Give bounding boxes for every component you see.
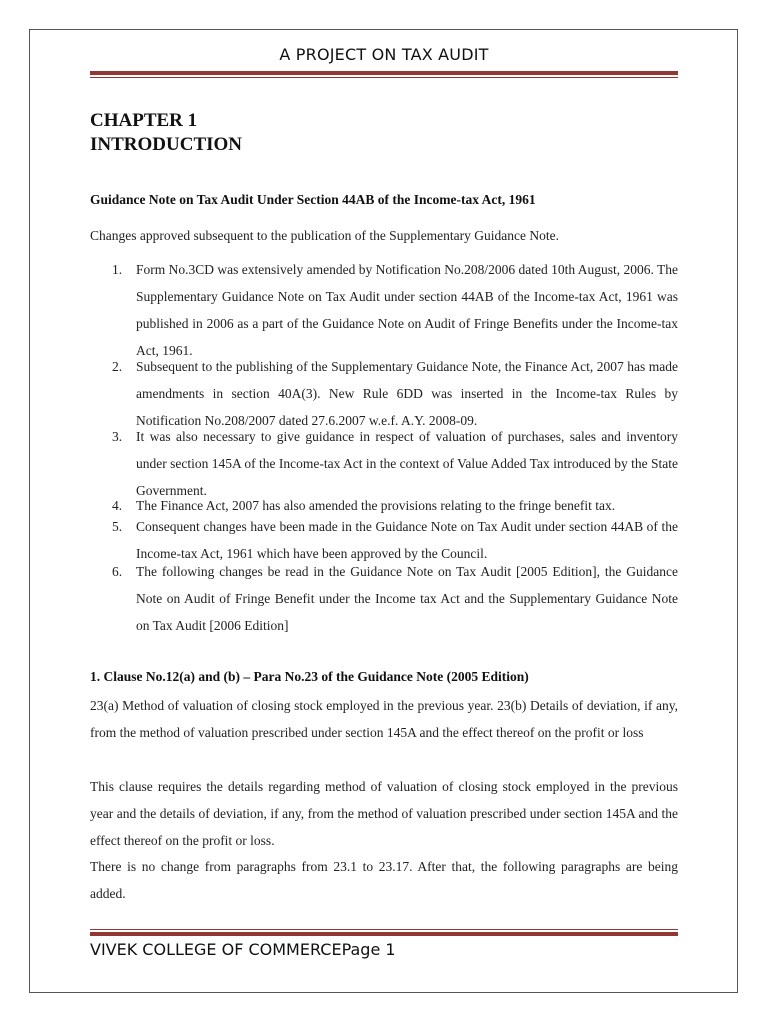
header-title: A PROJECT ON TAX AUDIT bbox=[279, 45, 489, 64]
footer-rule-thick bbox=[90, 932, 678, 936]
list-item-text: It was also necessary to give guidance in respect of valuation of purchases, sales and inventory under section 145A of the Income-tax Act in the context of Value Added Tax introduced by the State Government. bbox=[136, 429, 678, 498]
intro-text: Changes approved subsequent to the publication of the Supplementary Guidance Note. bbox=[90, 228, 560, 243]
list-item-number: 1. bbox=[112, 262, 123, 277]
list-item-text: Form No.3CD was extensively amended by Notification No.208/2006 dated 10th August, 2006. The Supplementary Guidance Note on Tax Audit under section 44AB of the Income-tax Act, 1961 was published in 2006 as a part of the Guidance Note on Audit of Fringe Benefits under the Income-tax Act, 1961. bbox=[136, 262, 678, 358]
footer-text: VIVEK COLLEGE OF COMMERCEPage 1 bbox=[90, 940, 396, 959]
list-item-text: Consequent changes have been made in the Guidance Note on Tax Audit under section 44AB of the Income-tax Act, 1961 which have been approved by the Council. bbox=[136, 519, 678, 561]
list-item-text: Subsequent to the publishing of the Supplementary Guidance Note, the Finance Act, 2007 has made amendments in section 40A(3). New Rule 6DD was inserted in the Income-tax Rules by Notification No.208/2007 dated 27.6.2007 w.e.f. A.Y. 2008-09. bbox=[136, 359, 678, 428]
closing-paragraph: There is no change from paragraphs from 23.1 to 23.17. After that, the following paragraphs are being added. bbox=[90, 859, 678, 901]
chapter-title: INTRODUCTION bbox=[90, 134, 243, 155]
chapter-number: CHAPTER 1 bbox=[90, 110, 198, 131]
list-item-number: 6. bbox=[112, 564, 123, 579]
list-item-number: 3. bbox=[112, 429, 123, 444]
header-rule-thick bbox=[90, 71, 678, 75]
clause-heading: 1. Clause No.12(a) and (b) – Para No.23 of the Guidance Note (2005 Edition) bbox=[90, 669, 529, 684]
header-rule-thin bbox=[90, 77, 678, 78]
chapter-heading bbox=[90, 109, 242, 157]
clause-paragraph-2: This clause requires the details regarding method of valuation of closing stock employed in the previous year and the details of deviation, if any, from the method of valuation prescribed under section 145A and the effect thereof on the profit or loss. bbox=[90, 779, 678, 848]
clause-paragraph-1: 23(a) Method of valuation of closing stock employed in the previous year. 23(b) Details of deviation, if any, from the method of valuation prescribed under section 145A and the effect thereof on the profit or loss bbox=[90, 698, 678, 740]
guidance-heading: Guidance Note on Tax Audit Under Section 44AB of the Income-tax Act, 1961 bbox=[90, 192, 536, 207]
list-item-number: 2. bbox=[112, 359, 123, 374]
list-item-number: 4. bbox=[112, 498, 123, 513]
footer-rule-thin bbox=[90, 929, 678, 930]
list-item-number: 5. bbox=[112, 519, 123, 534]
list-item-text: The Finance Act, 2007 has also amended the provisions relating to the fringe benefit tax. bbox=[136, 498, 616, 513]
list-item-text: The following changes be read in the Guidance Note on Tax Audit [2005 Edition], the Guidance Note on Audit of Fringe Benefit under the Income tax Act and the Supplementary Guidance Note on Tax Audit [2006 Edition] bbox=[136, 564, 678, 633]
